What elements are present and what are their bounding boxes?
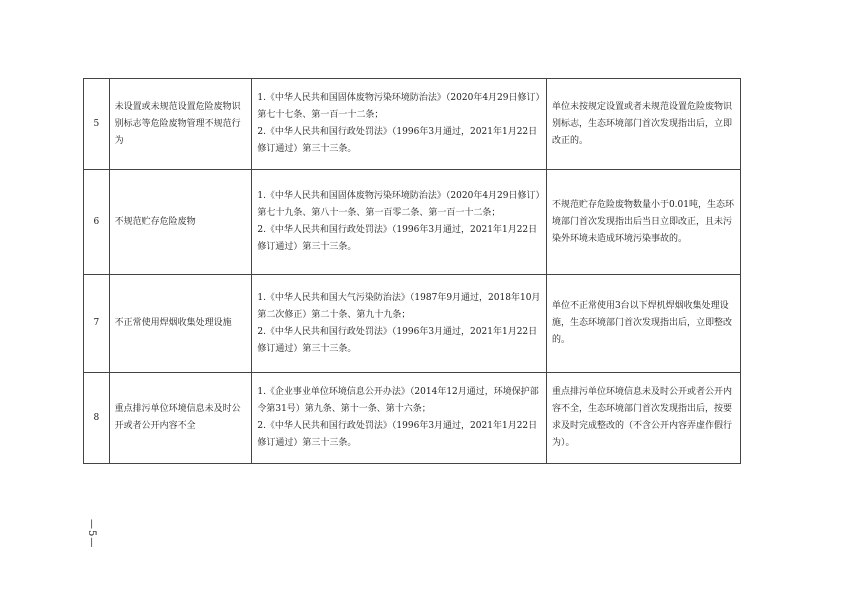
legal-basis [252, 79, 547, 170]
exemption-condition: 重点排污单位环境信息未及时公开或者公开内容不全，生态环境部门首次发现指出后，按要求及时完成整改的（不含公开内容弄虚作假行为）。 [546, 373, 740, 464]
violation-item: 不规范贮存危险废物 [109, 170, 252, 275]
table-row [84, 170, 741, 275]
row-number: 7 [84, 275, 110, 373]
legal-basis-line: 2.《中华人民共和国行政处罚法》（1996年3月通过，2021年1月22日修订通过）第三十三条。 [257, 421, 538, 448]
legal-basis-line: 2.《中华人民共和国行政处罚法》（1996年3月通过，2021年1月22日修订通过）第三十三条。 [257, 225, 538, 252]
legal-basis-line: 1.《中华人民共和国固体废物污染环境防治法》（2020年4月29日修订）第七十九条、第八十一条、第一百零二条、第一百一十二条； [257, 191, 541, 218]
legal-basis-line: 1.《中华人民共和国固体废物污染环境防治法》（2020年4月29日修订）第七十七条、第一百一十二条； [257, 93, 541, 120]
legal-basis-line: 2.《中华人民共和国行政处罚法》（1996年3月通过，2021年1月22日修订通过）第三十三条。 [257, 326, 538, 354]
row-number: 6 [84, 170, 110, 275]
table-row [84, 79, 741, 170]
violation-item: 不正常使用焊烟收集处理设施 [109, 275, 252, 373]
legal-basis-line: 1.《中华人民共和国大气污染防治法》（1987年9月通过，2018年10月第二次修正）第二十条、第九十九条； [257, 292, 541, 320]
exemption-condition: 不规范贮存危险废物数量小于0.01吨，生态环境部门首次发现指出后当日立即改正，且未污染外环境未造成环境污染事故的。 [546, 170, 740, 275]
exemption-condition: 单位未按规定设置或者未规范设置危险废物识别标志，生态环境部门首次发现指出后，立即改正的。 [546, 79, 740, 170]
page-number: —5— [86, 519, 97, 549]
table-row [84, 275, 741, 373]
table-row [84, 373, 741, 464]
violation-item: 未设置或未规范设置危险废物识别标志等危险废物管理不规范行为 [109, 79, 252, 170]
penalty-exemption-table [83, 78, 741, 464]
legal-basis [252, 170, 547, 275]
legal-basis [252, 373, 547, 464]
legal-basis-line: 2.《中华人民共和国行政处罚法》（1996年3月通过，2021年1月22日修订通过）第三十三条。 [257, 127, 538, 154]
exemption-condition: 单位不正常使用3台以下焊机焊烟收集处理设施，生态环境部门首次发现指出后，立即整改的。 [546, 275, 740, 373]
legal-basis-line: 1.《企业事业单位环境信息公开办法》（2014年12月通过，环境保护部令第31号）第九条、第十一条、第十六条； [257, 387, 539, 414]
row-number: 8 [84, 373, 110, 464]
row-number: 5 [84, 79, 110, 170]
violation-item: 重点排污单位环境信息未及时公开或者公开内容不全 [109, 373, 252, 464]
legal-basis [252, 275, 547, 373]
